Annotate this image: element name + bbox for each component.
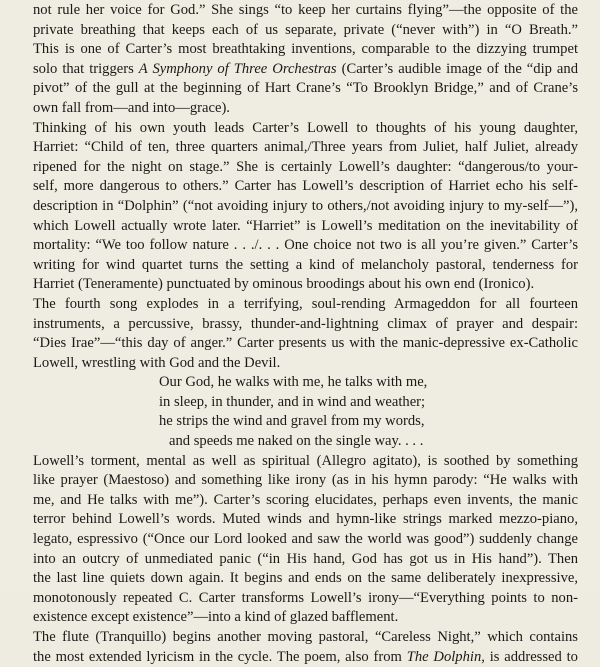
text-line xyxy=(33,648,578,667)
text-line: mortality: “We too follow nature . . ./. . . One choice not two is all you’re given.” Carter’s xyxy=(33,237,578,254)
text-run: the most extended lyricism in the cycle. The poem, also from xyxy=(33,648,407,665)
text-line: The flute (Tranquillo) begins another moving pastoral, “Careless Night,” which contains xyxy=(33,629,578,645)
text-line: “Dies Irae”—“this day of anger.” Carter presents us with the manic-depressive ex-Catholic xyxy=(33,335,578,352)
text-line: ripened for the night on stage.” She is certainly Lowell’s daughter: “dangerous/to your- xyxy=(33,158,578,175)
text-run: solo that triggers xyxy=(33,60,139,77)
text-line: me, and He talks with me”). Carter’s scoring elucidates, perhaps even invents, the manic xyxy=(33,491,578,508)
text-line: private breathing that keeps each of us separate, private (“never with”) in “O Breath.” xyxy=(33,21,578,38)
text-line: like prayer (Maestoso) and something like irony (as in his hymn parody: “He walks with xyxy=(33,472,578,489)
work-title-italic: A Symphony of Three Orchestras xyxy=(138,60,337,77)
text-run: (Carter’s audible image of the “dip and xyxy=(336,60,578,77)
text-line: writing for wind quartet turns the setting a kind of melancholy pastoral, tenderness for xyxy=(33,256,578,273)
text-line: instruments, a percussive, brassy, thunder-and-lightning climax of prayer and despair: xyxy=(33,315,578,332)
text-line: terror behind Lowell’s words. Muted winds and hymn-like strings marked mezzo-piano, xyxy=(33,511,578,528)
text-line: into an outcry of unmediated panic (“in His hand, God has got us in His hand”). Then xyxy=(33,550,578,567)
text-line: The fourth song explodes in a terrifying, soul-rending Armageddon for all fourteen xyxy=(33,295,578,312)
page-text-column xyxy=(33,1,578,667)
verse-line: Our God, he walks with me, he talks with me, xyxy=(159,374,428,391)
verse-line: he strips the wind and gravel from my words, xyxy=(159,413,425,430)
text-line: Lowell’s torment, mental as well as spiritual (Allegro agitato), is soothed by something xyxy=(33,452,578,469)
text-line: Thinking of his own youth leads Carter’s Lowell to thoughts of his young daughter, xyxy=(33,119,578,136)
text-line: This is one of Carter’s most breathtaking inventions, comparable to the dizzying trumpet xyxy=(33,41,578,58)
text-line: Harriet: “Child of ten, three quarters animal,/Three years from Juliet, half Juliet, already xyxy=(33,139,578,156)
text-line: Lowell, wrestling with God and the Devil. xyxy=(33,354,281,371)
text-line: pivot” of the gull at the beginning of Hart Crane’s “To Brooklyn Bridge,” and of Crane’s xyxy=(33,80,578,97)
text-line: own fall from—and into—grace). xyxy=(33,99,230,116)
work-title-italic: The Dolphin xyxy=(406,648,482,665)
text-line: legato, espressivo (“Once our Lord looked and saw the world was good”) suddenly change xyxy=(33,531,578,548)
text-line: the last line quiets down again. It begins and ends on the same deliberately inexpressive, xyxy=(33,570,578,587)
verse-line: and speeds me naked on the single way. . . . xyxy=(169,433,424,450)
text-line: self, more dangerous to others.” Carter has Lowell’s description of Harriet echo his self- xyxy=(33,178,578,195)
text-line: which Lowell actually wrote later. “Harriet” is Lowell’s meditation on the inevitability of xyxy=(33,217,578,234)
text-line: Harriet (Teneramente) punctuated by ominous broodings about his own end (Ironico). xyxy=(33,276,535,293)
text-line: description in “Dolphin” (“not avoiding injury to others,/not avoiding injury to my-self—”), xyxy=(33,197,578,214)
text-line: existence except existence”—into a kind of glazed bafflement. xyxy=(33,609,399,626)
verse-line: in sleep, in thunder, and in wind and weather; xyxy=(159,393,426,410)
text-run: , is addressed to xyxy=(481,648,578,665)
text-line: not rule her voice for God.” She sings “to keep her curtains flying”—the opposite of the xyxy=(33,2,578,18)
text-line xyxy=(33,60,578,80)
text-line: monotonously repeated C. Carter transforms Lowell’s irony—“Everything points to non- xyxy=(33,589,578,606)
